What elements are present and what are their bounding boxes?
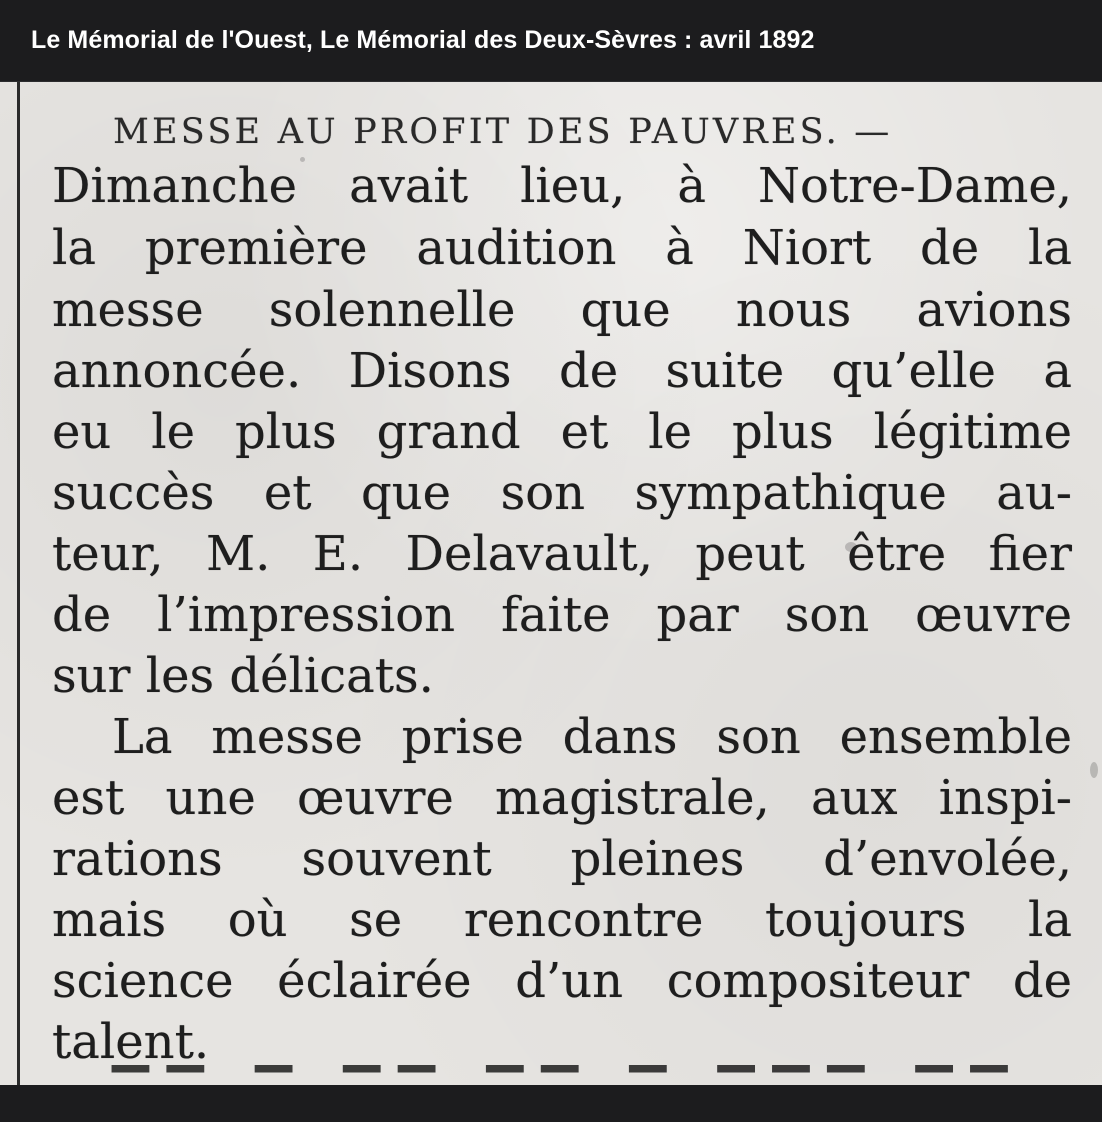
scan-speck (1090, 762, 1098, 778)
article-line: sur les délicats. (52, 648, 434, 704)
article-line: eu le plus grand et le plus légitime (52, 404, 1072, 460)
article-line: annoncée. Disons de suite qu’elle a (52, 343, 1072, 399)
cropped-next-line: ▔▔ ▔ ▔▔ ▔▔ ▔ ▔▔▔ ▔▔ (112, 1066, 1026, 1122)
article-line: rations souvent pleines d’envolée, (52, 831, 1072, 887)
title-bar (0, 0, 1102, 82)
column-rule (17, 82, 20, 1085)
article-line: est une œuvre magistrale, aux inspi- (52, 770, 1072, 826)
article-heading: MESSE AU PROFIT DES PAUVRES. — (113, 112, 893, 152)
article-line: messe solennelle que nous avions (52, 282, 1072, 338)
article-line: mais où se rencontre toujours la (52, 892, 1072, 948)
document-title: Le Mémorial de l'Ouest, Le Mémorial des Deux-Sèvres : avril 1892 (31, 26, 815, 54)
article-line: succès et que son sympathique au- (52, 465, 1072, 521)
article-line: de l’impression faite par son œuvre (52, 587, 1072, 643)
article-line: la première audition à Niort de la (52, 220, 1072, 276)
article-line: Dimanche avait lieu, à Notre-Dame, (52, 158, 1072, 214)
newspaper-clipping (0, 82, 1102, 1122)
article-line: talent. (52, 1014, 210, 1070)
article-line: La messe prise dans son ensemble (112, 709, 1072, 765)
article-line: science éclairée d’un compositeur de (52, 953, 1072, 1009)
article-line: teur, M. E. Delavault, peut être fier (52, 526, 1072, 582)
